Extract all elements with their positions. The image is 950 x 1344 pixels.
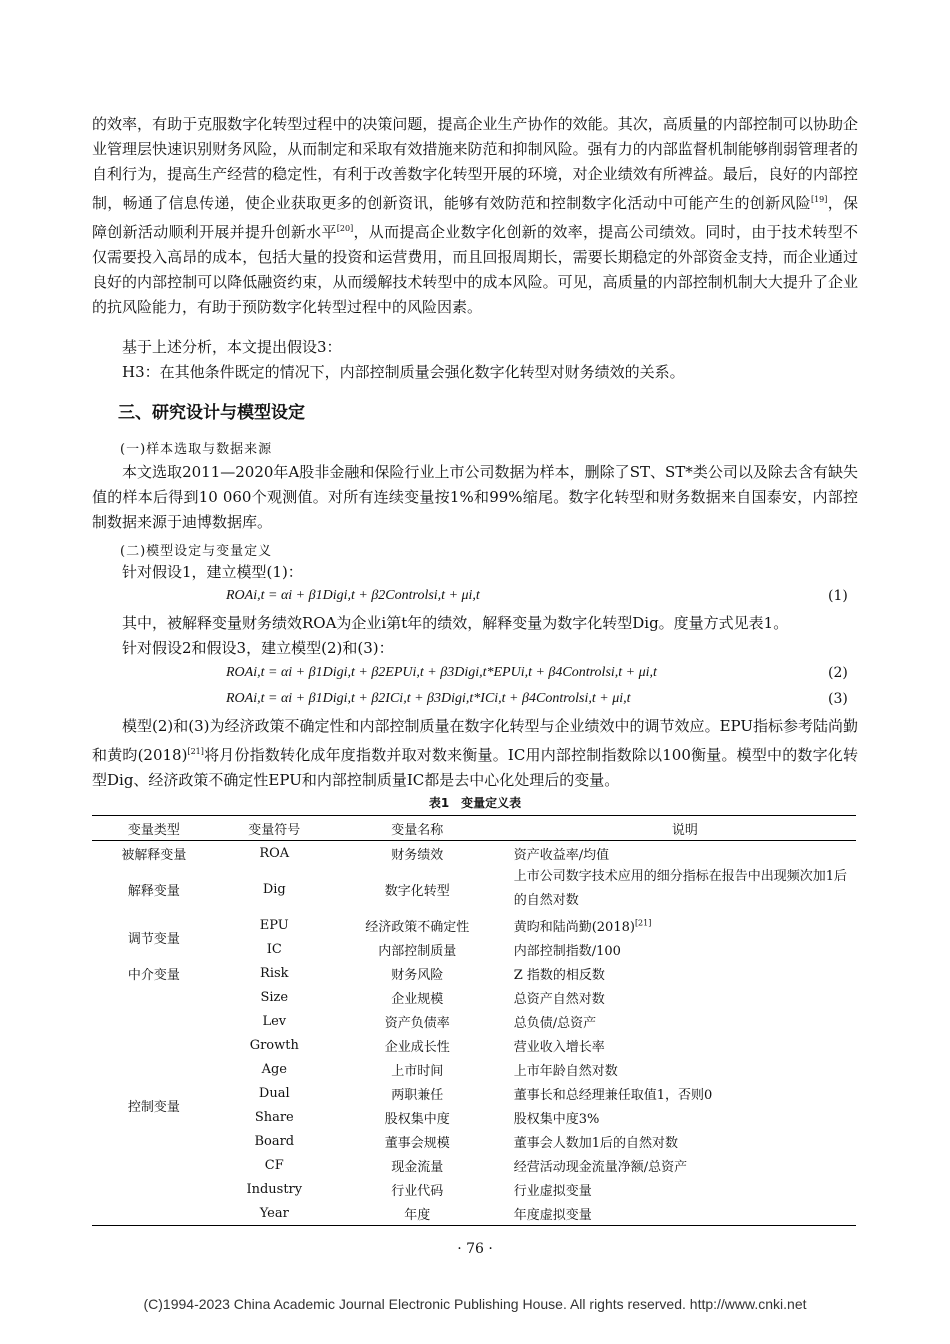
copyright-footer: (C)1994-2023 China Academic Journal Electronic Publishing House. All rights reserved. http://www.cnki.net [143, 1296, 807, 1312]
desc-cell: 总资产自然对数 [513, 991, 605, 1007]
variable-definition-table [92, 815, 856, 1226]
equation-1-number: (1) [828, 588, 848, 604]
body-paragraph-1: 的效率，有助于克服数字化转型过程中的决策问题，提高企业生产协作的效能。其次，高质量的内部控制可以协助企业管理层快速识别财务风险，从而制定和采取有效措施来防范和抑制风险。强有力的内部监督机制能够削弱管理者的自利行为，提高生产经营的稳定性，有利于改善数字化转型开展的环境，对企业绩效有所裨益。最后，良好的内部控制，畅通了信息传递，使企业获取更多的创新资讯，能够有效防范和控制数字化活动中可能产生的创新风险[19]，保障创新活动顺利开展并提升创新水平[20]，从而提高企业数字化创新的效率，提高公司绩效。同时，由于技术转型不仅需要投入高昂的成本，包括大量的投资和运营费用，而且回报周期长，需要长期稳定的外部资金支持，而企业通过良好的内部控制可以降低融资约束，从而缓解技术转型中的成本风险。可见，高质量的内部控制机制大大提升了企业的抗风险能力，有助于预防数字化转型过程中的风险因素。 [92, 115, 858, 316]
desc-cell: 年度虚拟变量 [513, 1207, 592, 1223]
name-cell: 财务绩效 [391, 847, 444, 863]
desc-cell: 黄昀和陆尚勤(2018)[21] [513, 918, 652, 935]
symbol-cell: EPU [259, 917, 289, 933]
table-row [92, 865, 856, 913]
hypothesis-intro: 基于上述分析，本文提出假设3： [122, 338, 342, 356]
equation-2: ROAi,t = αi + β1Digi,t + β2EPUi,t + β3Digi,t*EPUi,t + β4Controlsi,t + μi,t [226, 665, 657, 680]
desc-cell: Z 指数的相反数 [513, 967, 605, 983]
equation-3: ROAi,t = αi + β1Digi,t + β2ICi,t + β3Digi,t*ICi,t + β4Controlsi,t + μi,t [226, 691, 631, 706]
desc-cell: 董事长和总经理兼任取值1，否则0 [513, 1087, 713, 1103]
page-number: · 76 · [457, 1241, 493, 1257]
subsection-heading-2: (二)模型设定与变量定义 [120, 544, 273, 559]
equation-2-number: (2) [828, 665, 848, 681]
symbol-cell: Age [261, 1061, 287, 1077]
header-variable-symbol: 变量符号 [248, 822, 301, 838]
subsection-heading-1: (一)样本选取与数据来源 [120, 442, 273, 457]
symbol-cell: Dual [258, 1085, 290, 1101]
symbol-cell: Year [259, 1205, 289, 1221]
name-cell: 年度 [404, 1207, 431, 1223]
model-1-intro: 针对假设1，建立模型(1)： [122, 563, 303, 581]
symbol-cell: Size [260, 989, 289, 1005]
symbol-cell: Lev [262, 1013, 287, 1029]
symbol-cell: Board [254, 1133, 295, 1149]
desc-cell: 经营活动现金流量净额/总资产 [513, 1159, 688, 1175]
section-heading: 三、研究设计与模型设定 [118, 403, 305, 423]
table-header-row [92, 816, 856, 841]
table-row [92, 913, 856, 937]
name-cell: 行业代码 [391, 1183, 444, 1199]
desc-cell: 上市公司数字技术应用的细分指标在报告中出现频次加1后的自然对数 [513, 869, 847, 908]
group-explanatory: 解释变量 [127, 883, 180, 899]
name-cell: 企业成长性 [384, 1039, 450, 1055]
equation-1: ROAi,t = αi + β1Digi,t + β2Controlsi,t + μi,t [226, 588, 480, 603]
symbol-cell: ROA [259, 845, 290, 861]
desc-cell: 资产收益率/均值 [513, 847, 610, 863]
symbol-cell: Growth [249, 1037, 299, 1053]
group-moderating: 调节变量 [127, 931, 180, 947]
name-cell: 股权集中度 [384, 1111, 450, 1127]
citation-21: [21] [187, 747, 204, 756]
body-paragraph-models: 模型(2)和(3)为经济政策不确定性和内部控制质量在数字化转型与企业绩效中的调节效应。EPU指标参考陆尚勤和黄昀(2018)[21]将月份指数转化成年度指数并取对数来衡量。IC用内部控制指数除以100衡量。模型中的数字化转型Dig、经济政策不确定性EPU和内部控制质量IC都是去中心化处理后的变量。 [92, 717, 858, 789]
desc-cell: 股权集中度3% [513, 1111, 600, 1127]
name-cell: 上市时间 [391, 1063, 444, 1079]
equation-3-number: (3) [828, 691, 848, 707]
table-row [92, 961, 856, 985]
model-1-explanation: 其中，被解释变量财务绩效ROA为企业i第t年的绩效，解释变量为数字化转型Dig。度量方式见表1。 [122, 614, 789, 632]
hypothesis-3: H3：在其他条件既定的情况下，内部控制质量会强化数字化转型对财务绩效的关系。 [122, 363, 685, 381]
body-paragraph-sample: 本文选取2011—2020年A股非金融和保险行业上市公司数据为样本，删除了ST、ST*类公司以及除去含有缺失值的样本后得到10 060个观测值。对所有连续变量按1%和99%缩尾。数字化转型和财务数据来自国泰安，内部控制数据来源于迪博数据库。 [92, 463, 858, 531]
name-cell: 内部控制质量 [378, 943, 457, 959]
name-cell: 财务风险 [391, 967, 444, 983]
name-cell: 董事会规模 [384, 1135, 450, 1151]
symbol-cell: Dig [262, 881, 286, 897]
symbol-cell: Risk [260, 965, 289, 981]
symbol-cell: Share [254, 1109, 294, 1125]
model-2-3-intro: 针对假设2和假设3，建立模型(2)和(3)： [122, 639, 394, 657]
citation-19: [19] [810, 195, 828, 204]
symbol-cell: Industry [246, 1181, 303, 1197]
symbol-cell: IC [266, 941, 282, 957]
group-mediating: 中介变量 [127, 967, 180, 983]
symbol-cell: CF [264, 1157, 284, 1173]
name-cell: 现金流量 [391, 1159, 444, 1175]
table-row [92, 841, 856, 866]
citation-20: [20] [336, 224, 354, 233]
name-cell: 数字化转型 [384, 883, 450, 899]
group-control: 控制变量 [127, 1099, 180, 1115]
citation-21-table: [21] [634, 918, 652, 928]
desc-cell: 董事会人数加1后的自然对数 [513, 1135, 678, 1151]
desc-cell: 行业虚拟变量 [513, 1183, 592, 1199]
header-variable-type: 变量类型 [127, 822, 180, 838]
group-explained: 被解释变量 [121, 847, 187, 863]
desc-cell: 上市年龄自然对数 [513, 1063, 618, 1079]
desc-cell: 总负债/总资产 [513, 1015, 597, 1031]
desc-cell: 内部控制指数/100 [513, 943, 621, 959]
desc-cell: 营业收入增长率 [513, 1039, 605, 1055]
table-row [92, 985, 856, 1009]
table-caption: 表1 变量定义表 [428, 796, 522, 810]
name-cell: 经济政策不确定性 [365, 919, 470, 935]
name-cell: 资产负债率 [384, 1015, 450, 1031]
name-cell: 企业规模 [391, 991, 444, 1007]
name-cell: 两职兼任 [391, 1087, 444, 1103]
header-variable-name: 变量名称 [391, 822, 444, 838]
header-description: 说明 [671, 822, 698, 838]
